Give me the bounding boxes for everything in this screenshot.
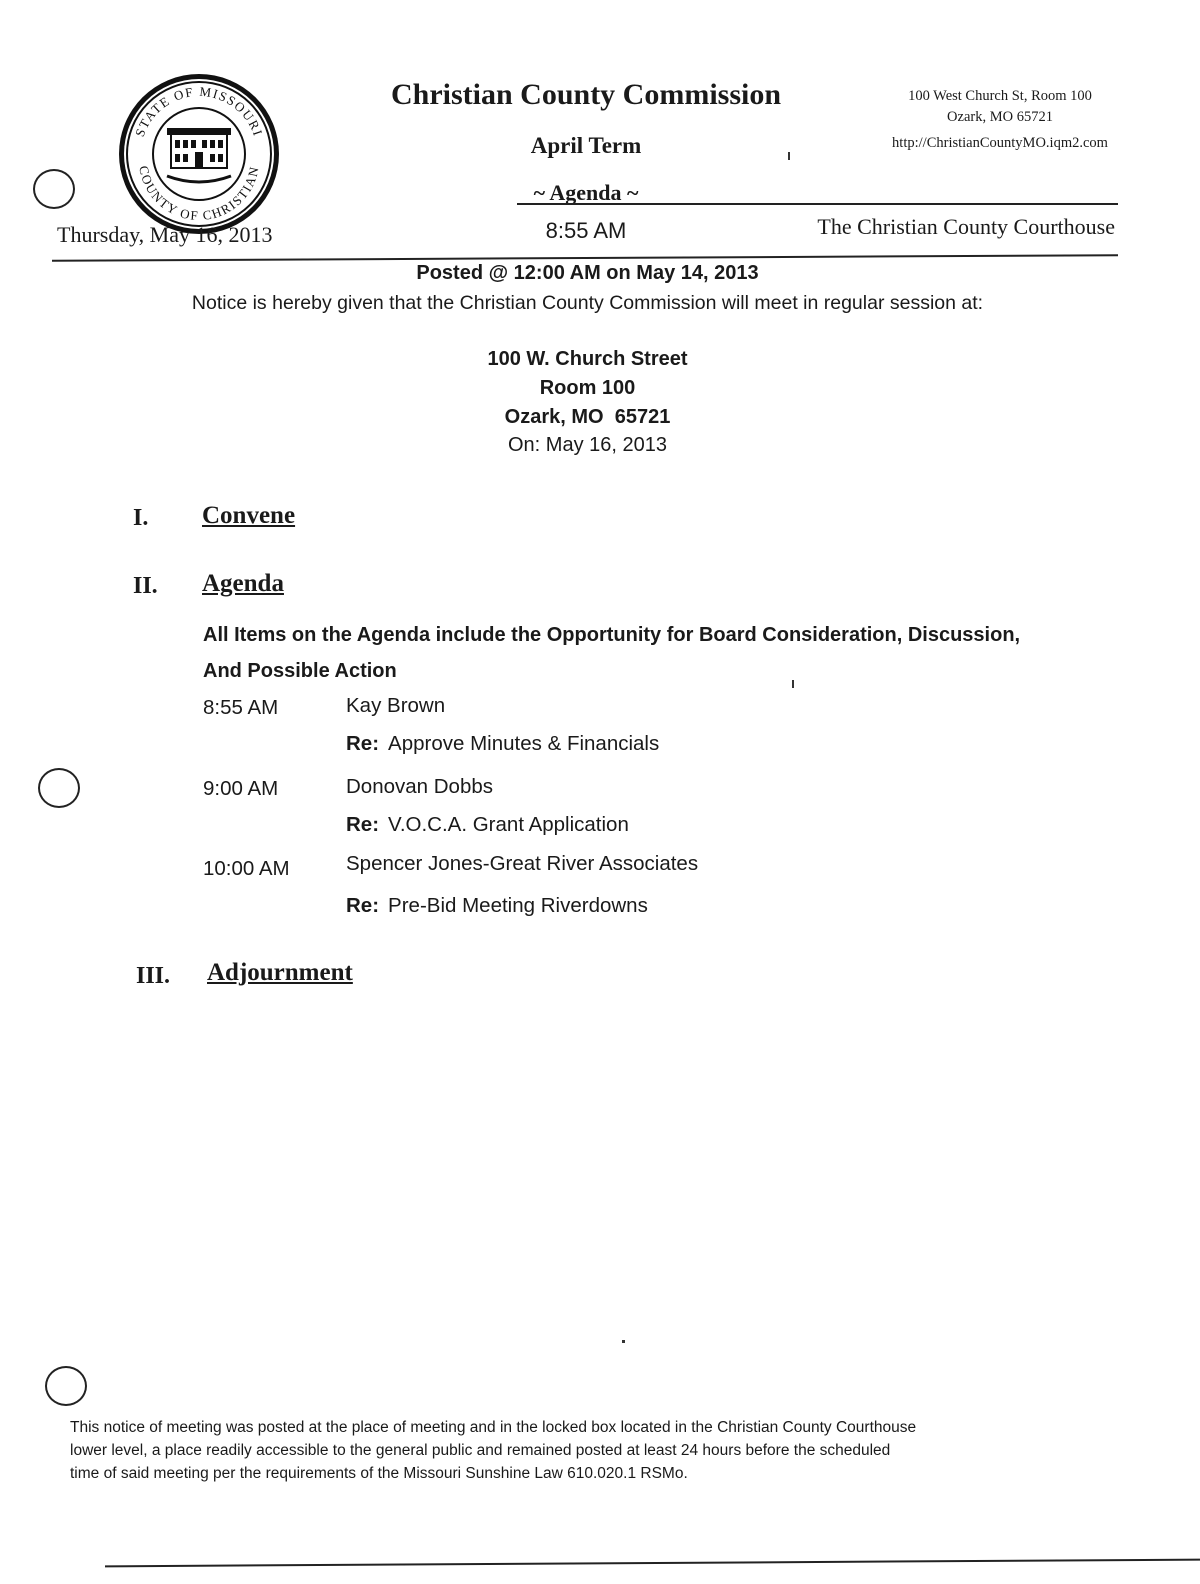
section-title-adjournment: Adjournment: [207, 959, 353, 986]
section-number-1: I.: [133, 505, 149, 531]
section-number-2: II.: [133, 573, 158, 599]
punch-hole-middle: [38, 768, 80, 808]
agenda-note: [203, 617, 1063, 689]
item-2-re: [346, 813, 629, 837]
address-line-1: 100 West Church St, Room 100: [908, 88, 1092, 104]
item-3-re: [346, 894, 648, 918]
punch-hole-top: [33, 169, 75, 209]
website-link[interactable]: http://ChristianCountyMO.iqm2.com: [892, 135, 1108, 151]
re-label: Re:: [346, 894, 380, 917]
header-rule-top: [517, 203, 1118, 205]
location-street: 100 W. Church Street: [487, 348, 688, 370]
item-1-re: [346, 732, 659, 756]
re-label: Re:: [346, 732, 380, 755]
footer-line-3: time of said meeting per the requirements of the Missouri Sunshine Law 610.020.1 RSMo.: [70, 1465, 688, 1482]
item-1-time: 8:55 AM: [203, 696, 279, 719]
page-title: Christian County Commission: [390, 78, 782, 111]
footer-line-1: This notice of meeting was posted at the place of meeting and in the locked box located in the Christian County Courthouse: [70, 1419, 917, 1436]
section-title-agenda: Agenda: [202, 570, 284, 597]
agenda-note-line-2: And Possible Action: [203, 660, 397, 682]
meeting-date: Thursday, May 16, 2013: [57, 222, 273, 247]
posted-notice: Posted @ 12:00 AM on May 14, 2013: [416, 262, 759, 284]
item-2-time: 9:00 AM: [203, 777, 279, 800]
item-1-presenter: Kay Brown: [346, 694, 446, 717]
address-line-2: Ozark, MO 65721: [947, 109, 1053, 125]
header-rule-bottom: [52, 254, 1118, 262]
county-seal-logo: [117, 72, 281, 236]
agenda-heading: ~ Agenda ~: [533, 180, 639, 205]
punch-hole-bottom: [45, 1366, 87, 1406]
item-2-subject: V.O.C.A. Grant Application: [388, 813, 629, 836]
term-label: April Term: [530, 133, 642, 158]
svg-text:STATE OF MISSOURI: STATE OF MISSOURI: [131, 83, 267, 139]
scan-mark: [622, 1340, 625, 1343]
location-date: On: May 16, 2013: [508, 434, 667, 456]
footer-notice: [70, 1416, 1070, 1485]
item-2-presenter: Donovan Dobbs: [346, 775, 494, 798]
item-3-time: 10:00 AM: [203, 857, 290, 880]
item-1-subject: Approve Minutes & Financials: [388, 732, 660, 755]
meeting-location: The Christian County Courthouse: [817, 214, 1115, 239]
item-3-presenter: Spencer Jones-Great River Associates: [346, 852, 699, 875]
notice-text: Notice is hereby given that the Christian County Commission will meet in regular session at:: [191, 292, 984, 314]
scan-mark: [792, 680, 794, 688]
meeting-time: 8:55 AM: [545, 218, 627, 243]
section-title-convene: Convene: [202, 502, 296, 529]
scan-mark: [788, 152, 790, 160]
location-room: Room 100: [539, 377, 636, 399]
item-3-subject: Pre-Bid Meeting Riverdowns: [388, 894, 648, 917]
scan-bottom-line: [105, 1559, 1200, 1568]
svg-text:COUNTY OF CHRISTIAN: COUNTY OF CHRISTIAN: [136, 164, 262, 224]
section-number-3: III.: [136, 963, 171, 989]
re-label: Re:: [346, 813, 380, 836]
agenda-note-line-1: All Items on the Agenda include the Opportunity for Board Consideration, Discussion,: [203, 624, 1021, 646]
location-city: Ozark, MO 65721: [504, 406, 671, 428]
footer-line-2: lower level, a place readily accessible to the general public and remained posted at least 24 hours before the scheduled: [70, 1442, 891, 1459]
